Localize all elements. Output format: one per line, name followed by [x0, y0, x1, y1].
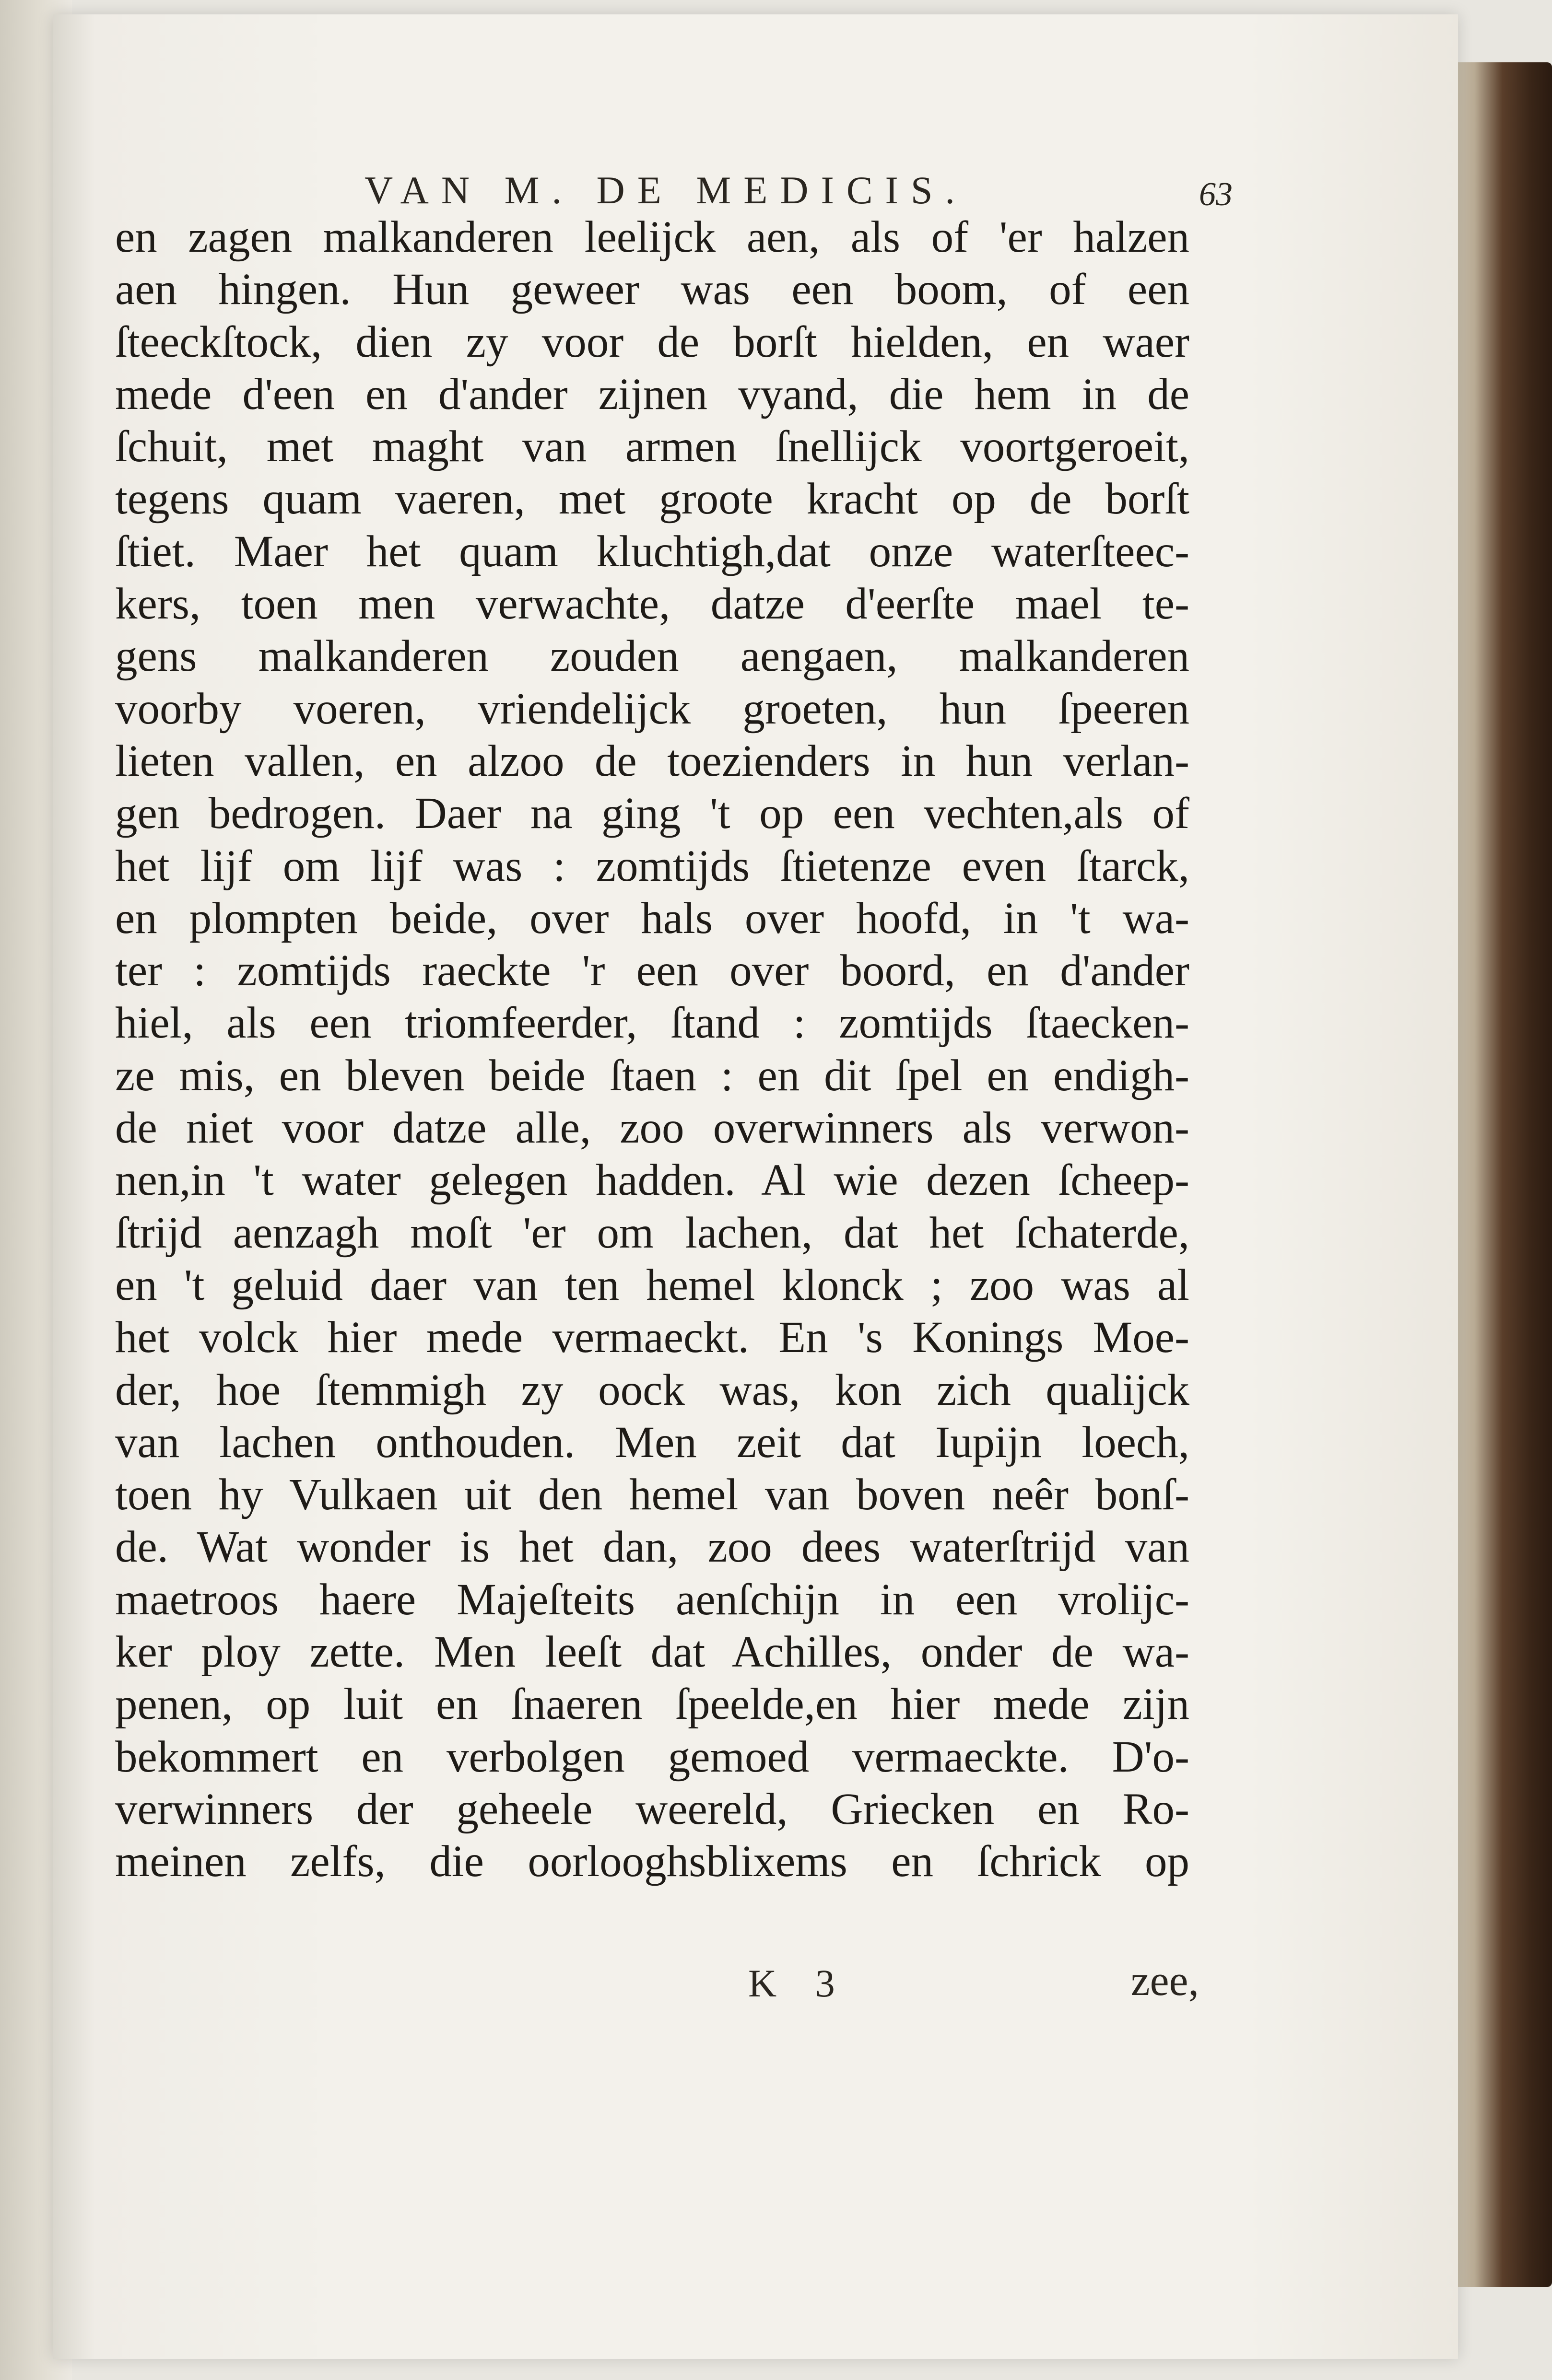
page-number: 63 — [1199, 176, 1233, 213]
text-line: hiel, als een triomfeerder, ſtand : zomtijds ſtaecken- — [115, 998, 1189, 1048]
text-line: ſtiet. Maer het quam kluchtigh,dat onze waterſteec- — [115, 526, 1189, 576]
text-line: het lijf om lijf was : zomtijds ſtietenze even ſtarck, — [115, 841, 1189, 891]
text-line: het volck hier mede vermaeckt. En 's Konings Moe- — [115, 1313, 1189, 1363]
page-footer — [748, 1956, 1199, 2018]
text-line: lieten vallen, en alzoo de toezienders in hun verlan- — [115, 736, 1189, 786]
body-text — [115, 211, 1189, 1888]
text-line: nen,in 't water gelegen hadden. Al wie dezen ſcheep- — [115, 1155, 1189, 1205]
text-line: ker ploy zette. Men leeſt dat Achilles, onder de wa- — [115, 1627, 1189, 1677]
running-title: VAN M. DE MEDICIS. — [364, 168, 967, 212]
text-line: voorby voeren, vriendelijck groeten, hun ſpeeren — [115, 684, 1189, 734]
text-line: ze mis, en bleven beide ſtaen : en dit ſpel en endigh- — [115, 1050, 1189, 1100]
text-line: en 't geluid daer van ten hemel klonck ; zoo was al — [115, 1260, 1189, 1310]
text-line: penen, op luit en ſnaeren ſpeelde,en hier mede zijn — [115, 1680, 1189, 1729]
text-line: toen hy Vulkaen uit den hemel van boven neêr bonſ- — [115, 1470, 1189, 1520]
text-line: de. Wat wonder is het dan, zoo dees waterſtrijd van — [115, 1522, 1189, 1572]
signature-mark: K 3 — [748, 1961, 849, 2005]
text-line: mede d'een en d'ander zijnen vyand, die hem in de — [115, 369, 1189, 419]
text-line: de niet voor datze alle, zoo overwinners als verwon- — [115, 1103, 1189, 1153]
text-line: ſchuit, met maght van armen ſnellijck voortgeroeit, — [115, 422, 1189, 472]
text-line: van lachen onthouden. Men zeit dat Iupijn loech, — [115, 1417, 1189, 1467]
text-line: meinen zelfs, die oorlooghsblixems en ſchrick op — [115, 1837, 1189, 1887]
text-line: ſteeckſtock, dien zy voor de borſt hielden, en waer — [115, 317, 1189, 367]
text-line: en plompten beide, over hals over hoofd, in 't wa- — [115, 893, 1189, 943]
text-line: maetroos haere Majeſteits aenſchijn in een vrolijc- — [115, 1575, 1189, 1624]
text-line: kers, toen men verwachte, datze d'eerſte mael te- — [115, 579, 1189, 629]
text-line: ſtrijd aenzagh moſt 'er om lachen, dat het ſchaterde, — [115, 1208, 1189, 1258]
text-line: tegens quam vaeren, met groote kracht op de borſt — [115, 474, 1189, 524]
text-line: der, hoe ſtemmigh zy oock was, kon zich qualijck — [115, 1365, 1189, 1415]
text-line: gens malkanderen zouden aengaen, malkanderen — [115, 631, 1189, 681]
text-line: aen hingen. Hun geweer was een boom, of een — [115, 265, 1189, 315]
text-line: gen bedrogen. Daer na ging 't op een vechten,als of — [115, 789, 1189, 839]
text-line: bekommert en verbolgen gemoed vermaeckte. D'o- — [115, 1732, 1189, 1782]
text-line: en zagen malkanderen leelijck aen, als of 'er halzen — [115, 212, 1189, 262]
text-line: verwinners der geheele weereld, Griecken en Ro- — [115, 1784, 1189, 1834]
catchword: zee, — [1130, 1957, 1199, 2005]
text-line: ter : zomtijds raeckte 'r een over boord, en d'ander — [115, 946, 1189, 996]
book-fore-edge — [1442, 62, 1552, 2287]
